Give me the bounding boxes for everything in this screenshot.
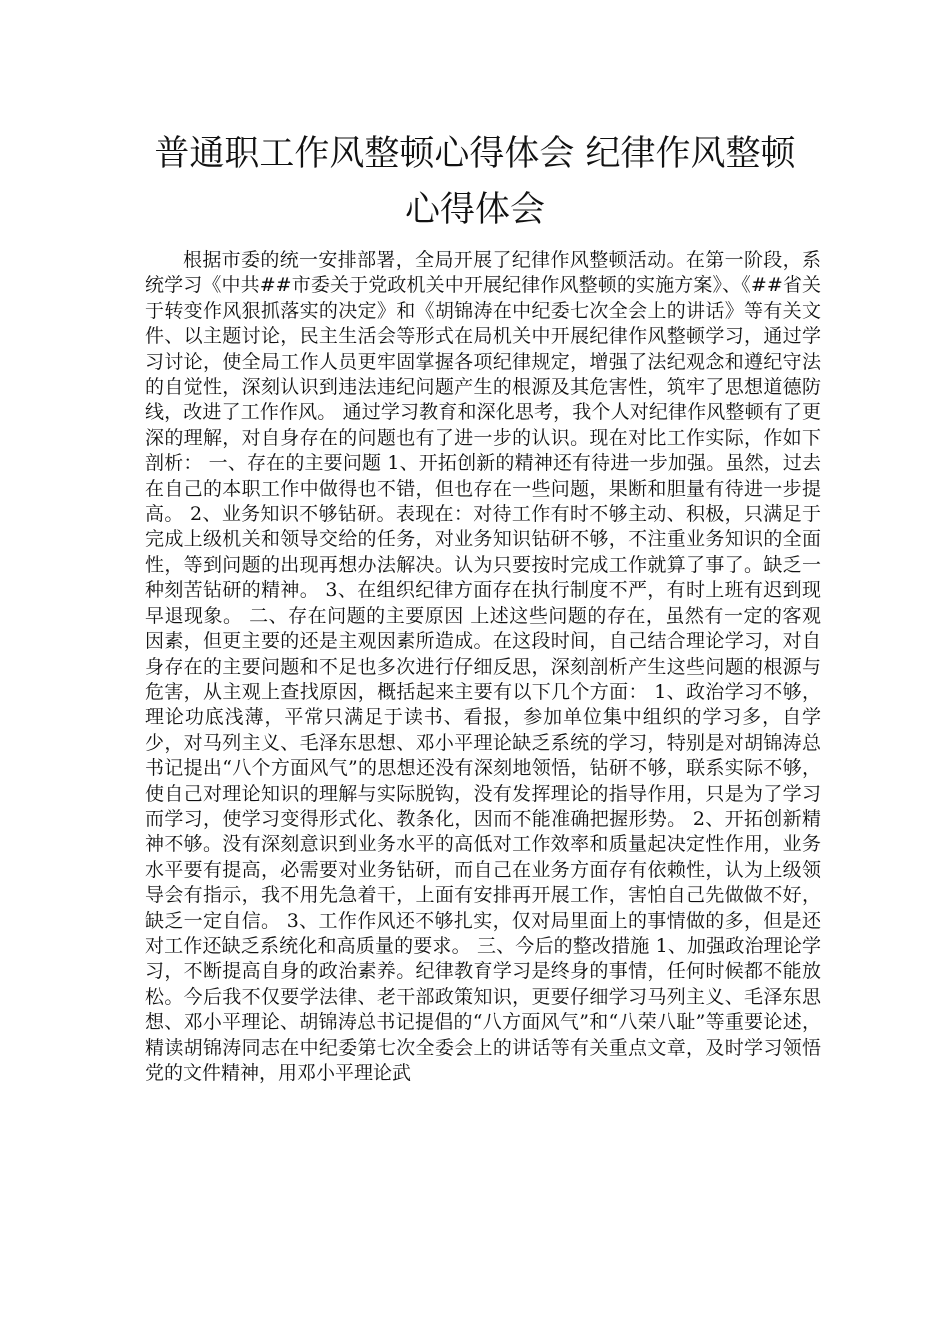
document-title-line-2: 心得体会 bbox=[404, 190, 545, 230]
document-title-line-1: 普通职工作风整顿心得体会 纪律作风整顿 bbox=[154, 134, 796, 174]
document-body-paragraph: 根据市委的统一安排部署，全局开展了纪律作风整顿活动。在第一阶段，系统学习《中共##市委关于党政机关中开展纪律作风整顿的实施方案》、《##省关于转变作风狠抓落实的决定》和《胡锦涛在中纪委七次全会上的讲话》等有关文件、以主题讨论，民主生活会等形式在局机关中开展纪律作风整顿学习，通过学习讨论，使全局工作人员更牢固掌握各项纪律规定，增强了法纪观念和遵纪守法的自觉性，深刻认识到违法违纪问题产生的根源及其危害性，筑牢了思想道德防线，改进了工作作风。 通过学习教育和深化思考，我个人对纪律作风整顿有了更深的理解，对自身存在的问题也有了进一步的认识。现在对比工作实际，作如下剖析： 一、存在的主要问题 1、开拓创新的精神还有待进一步加强。虽然，过去在自己的本职工作中做得也不错，但也存在一些问题，果断和胆量有待进一步提高。 2、业务知识不够钻研。表现在：对待工作有时不够主动、积极，只满足于完成上级机关和领导交给的任务，对业务知识钻研不够，不注重业务知识的全面性，等到问题的出现再想办法解决。认为只要按时完成工作就算了事了。缺乏一种刻苦钻研的精神。 3、在组织纪律方面存在执行制度不严，有时上班有迟到现早退现象。 二、存在问题的主要原因 上述这些问题的存在，虽然有一定的客观因素，但更主要的还是主观因素所造成。在这段时间，自己结合理论学习，对自身存在的主要问题和不足也多次进行仔细反思，深刻剖析产生这些问题的根源与危害，从主观上查找原因，概括起来主要有以下几个方面： 1、政治学习不够，理论功底浅薄，平常只满足于读书、看报，参加单位集中组织的学习多，自学少，对马列主义、毛泽东思想、邓小平理论缺乏系统的学习，特别是对胡锦涛总书记提出“八个方面风气”的思想还没有深刻地领悟，钻研不够，联系实际不够，使自己对理论知识的理解与实际脱钩，没有发挥理论的指导作用，只是为了学习而学习，使学习变得形式化、教条化，因而不能准确把握形势。 2、开拓创新精神不够。没有深刻意识到业务水平的高低对工作效率和质量起决定性作用，业务水平要有提高，必需要对业务钻研，而自己在业务方面存有依赖性，认为上级领导会有指示，我不用先急着干，上面有安排再开展工作，害怕自己先做做不好，缺乏一定自信。 3、工作作风还不够扎实，仅对局里面上的事情做的多，但是还对工作还缺乏系统化和高质量的要求。 三、今后的整改措施 1、加强政治理论学习，不断提高自身的政治素养。纪律教育学习是终身的事情，任何时候都不能放松。今后我不仅要学法律、老干部政策知识，更要仔细学习马列主义、毛泽东思想、邓小平理论、胡锦涛总书记提倡的“八方面风气”和“八荣八耻”等重要论述，精读胡锦涛同志在中纪委第七次全委会上的讲话等有关重点文章，及时学习领悟党的文件精神，用邓小平理论武 bbox=[145, 249, 821, 1084]
document-title bbox=[140, 126, 810, 238]
